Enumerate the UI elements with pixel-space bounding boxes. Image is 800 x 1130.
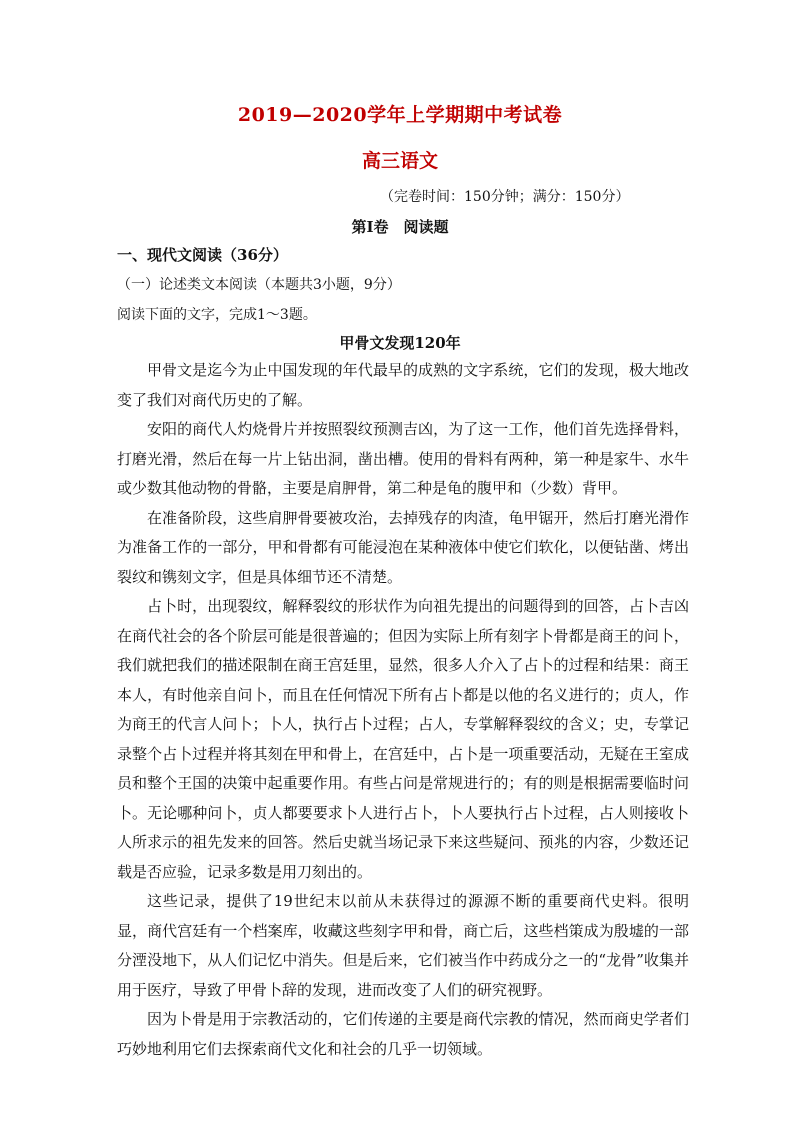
section-heading: 一、现代文阅读（36分） — [117, 246, 288, 264]
subsection-heading: （一）论述类文本阅读（本题共3小题，9分） — [117, 277, 401, 293]
article-paragraph: 因为卜骨是用于宗教活动的，它们传递的主要是商代宗教的情况，然而商史学者们巧妙地利用它们去探索商代文化和社会的几乎一切领域。 — [117, 1010, 689, 1058]
article-paragraph: 甲骨文是迄今为止中国发现的年代最早的成熟的文字系统，它们的发现，极大地改变了我们对商代历史的了解。 — [117, 361, 689, 409]
part-title: 第Ⅰ卷 阅读题 — [351, 218, 449, 236]
reading-instruction: 阅读下面的文字，完成1～3题。 — [117, 307, 317, 323]
exam-time-and-score: （完卷时间：150分钟；满分：150分） — [380, 189, 630, 205]
article-paragraph: 这些记录，提供了19世纪末以前从未获得过的源源不断的重要商代史料。很明显，商代宫廷有一个档案库，收藏这些刻字甲和骨，商亡后，这些档策成为殷墟的一部分湮没地下，从人们记忆中消失。但是后来，它们被当作中药成分之一的“龙骨”收集并用于医疗，导致了甲骨卜辞的发现，进而改变了人们的研究视野。 — [117, 892, 689, 999]
article-paragraph: 占卜时，出现裂纹，解释裂纹的形状作为向祖先提出的问题得到的回答，占卜吉凶在商代社会的各个阶层可能是很普遍的；但因为实际上所有刻字卜骨都是商王的问卜，我们就把我们的描述限制在商王宫廷里，显然，很多人介入了占卜的过程和结果：商王本人，有时他亲自问卜，而且在任何情况下所有占卜都是以他的名义进行的；贞人，作为商王的代言人问卜；卜人，执行占卜过程；占人，专掌解释裂纹的含义；史，专掌记录整个占卜过程并将其刻在甲和骨上，在宫廷中，占卜是一项重要活动，无疑在王室成员和整个王国的决策中起重要作用。有些占问是常规进行的；有的则是根据需要临时问卜。无论哪种问卜，贞人都要要求卜人进行占卜，卜人要执行占卜过程，占人则接收卜人所求示的祖先发来的回答。然后史就当场记录下来这些疑问、预兆的内容，少数还记载是否应验，记录多数是用刀刻出的。 — [117, 597, 689, 881]
exam-subject: 高三语文 — [361, 150, 438, 172]
article-title: 甲骨文发现120年 — [339, 334, 461, 352]
article-paragraph: 在准备阶段，这些肩胛骨要被攻治，去掉残存的肉渣，龟甲锯开，然后打磨光滑作为准备工作的一部分，甲和骨都有可能浸泡在某种液体中使它们软化，以便钻凿、烤出裂纹和镌刻文字，但是具体细节还不清楚。 — [117, 508, 689, 586]
exam-title: 2019—2020学年上学期期中考试卷 — [237, 104, 563, 126]
article-body — [117, 356, 689, 1064]
article-paragraph: 安阳的商代人灼烧骨片并按照裂纹预测吉凶，为了这一工作，他们首先选择骨料，打磨光滑，然后在每一片上钻出洞，凿出槽。使用的骨料有两种，第一种是家牛、水牛或少数其他动物的骨骼，主要是肩胛骨，第二种是龟的腹甲和（少数）背甲。 — [117, 420, 689, 497]
